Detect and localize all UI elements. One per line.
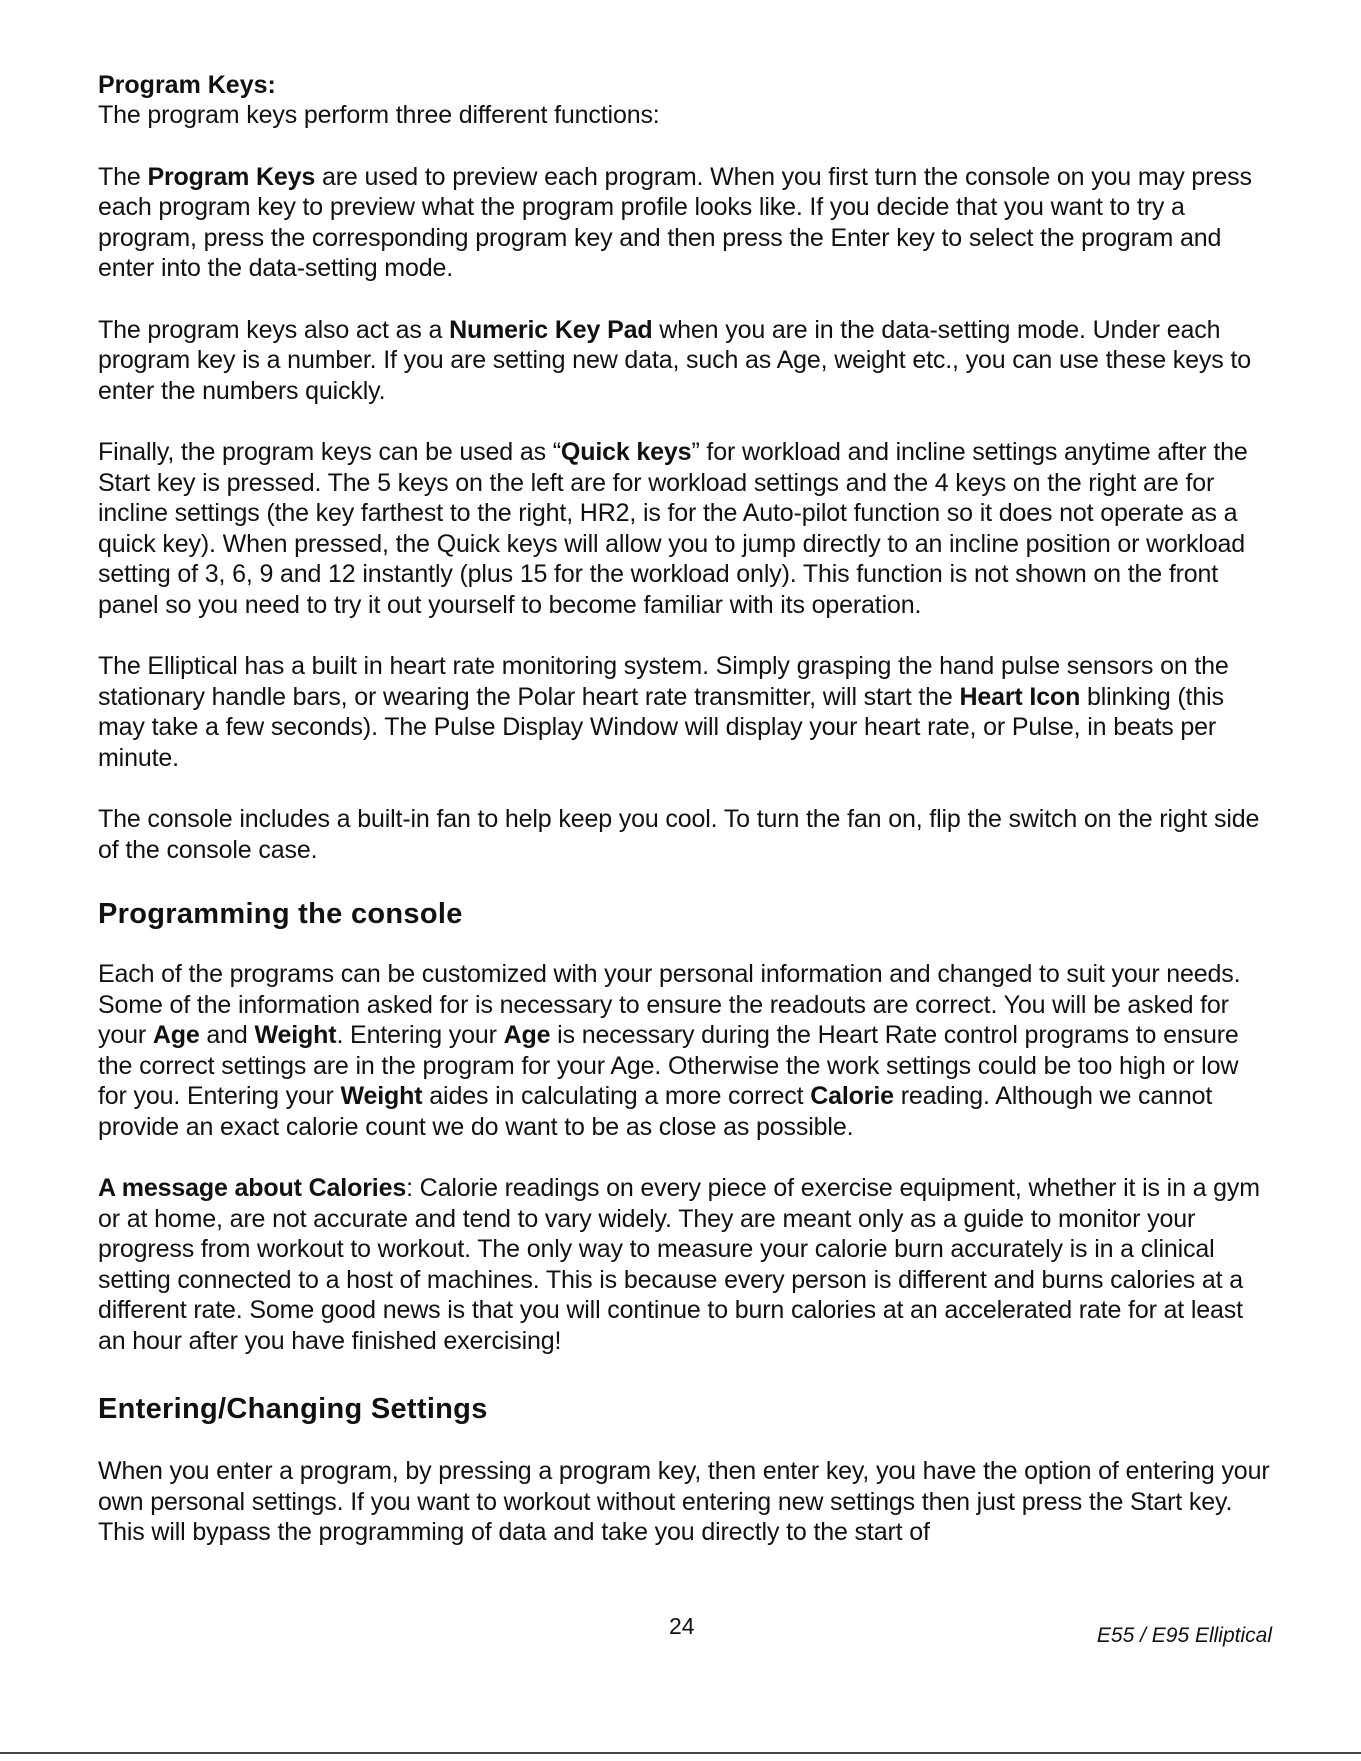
paragraph-text: blinking (this may take a few seconds). The Pulse Display Window will display your heart rate, or Pulse, in beats per minute.	[98, 682, 1224, 772]
paragraph-text: reading. Although we cannot provide an exact calorie count we do want to be as close as possible.	[98, 1082, 1213, 1141]
emphasis-numeric-key-pad: Numeric Key Pad	[449, 315, 653, 344]
paragraph-fan: The console includes a built-in fan to help keep you cool. To turn the fan on, flip the switch on the right side of the console case.	[98, 805, 1260, 864]
paragraph-text: Finally, the program keys can be used as “	[98, 438, 561, 466]
manual-page-content	[98, 70, 1270, 1548]
page-bottom-edge	[0, 1752, 1361, 1754]
programming-console-heading: Programming the console	[98, 898, 463, 930]
paragraph-text: Each of the programs can be customized with your personal information and changed to suit your needs. Some of the information asked for is necessary to ensure the readouts are correct. You will be asked for your	[98, 960, 1241, 1049]
footer-model-name: E55 / E95 Elliptical	[1096, 1624, 1272, 1647]
page-number: 24	[669, 1613, 695, 1639]
program-keys-intro: The program keys perform three different functions:	[98, 101, 660, 129]
emphasis-heart-icon: Heart Icon	[959, 682, 1081, 711]
paragraph-text: : Calorie readings on every piece of exercise equipment, whether it is in a gym or at home, are not accurate and tend to vary widely. They are meant only as a guide to monitor your progress from workout to workout. The only way to measure your calorie burn accurately is in a clinical setting connected to a host of machines. This is because every person is different and burns calories at a different rate. Some good news is that you will continue to burn calories at an accelerated rate for at least an hour after you have finished exercising!	[98, 1174, 1260, 1355]
emphasis-weight: Weight	[340, 1082, 423, 1110]
emphasis-age: Age	[503, 1021, 551, 1049]
paragraph-text: and	[199, 1021, 255, 1049]
paragraph-calories-message	[98, 1173, 1270, 1356]
paragraph-text: The Elliptical has a built in heart rate monitoring system. Simply grasping the hand pulse sensors on the stationary handle bars, or wearing the Polar heart rate transmitter, will start the	[98, 652, 1229, 711]
paragraph-customize-programs	[98, 959, 1270, 1142]
paragraph-text: are used to preview each program. When you first turn the console on you may press each program key to preview what the program profile looks like. If you decide that you want to try a program, press the corresponding program key and then press the Enter key to select the program and enter into the data-setting mode.	[98, 162, 1252, 282]
paragraph-preview-programs	[98, 162, 1270, 284]
emphasis-calorie: Calorie	[810, 1082, 894, 1110]
emphasis-quick-keys: Quick keys	[560, 438, 692, 466]
paragraph-text: is necessary during the Heart Rate control programs to ensure the correct settings are in the program for your Age. Otherwise the work settings could be too high or low for you. Entering your	[98, 1021, 1239, 1110]
program-keys-heading: Program Keys:	[98, 71, 276, 99]
paragraph-text: ” for workload and incline settings anytime after the Start key is pressed. The 5 keys on the left are for workload settings and the 4 keys on the right are for incline settings (the key farthest to the right, HR2, is for the Auto-pilot function so it does not operate as a quick key). When pressed, the Quick keys will allow you to jump directly to an incline position or workload setting of 3, 6, 9 and 12 instantly (plus 15 for the workload only). This function is not shown on the front panel so you need to try it out yourself to become familiar with its operation.	[98, 438, 1248, 619]
emphasis-program-keys: Program Keys	[147, 162, 316, 191]
entering-settings-heading: Entering/Changing Settings	[98, 1393, 488, 1425]
paragraph-text: . Entering your	[336, 1021, 504, 1049]
paragraph-numeric-keypad	[98, 315, 1270, 407]
paragraph-text: The program keys also act as a	[98, 315, 450, 344]
emphasis-message-about-calories: A message about Calories	[98, 1174, 407, 1202]
paragraph-heart-rate	[98, 651, 1270, 773]
paragraph-text: when you are in the data-setting mode. Under each program key is a number. If you are setting new data, such as Age, weight etc., you can use these keys to enter the numbers quickly.	[98, 315, 1251, 405]
emphasis-age: Age	[152, 1021, 200, 1049]
paragraph-entering-settings: When you enter a program, by pressing a program key, then enter key, you have the option of entering your own personal settings. If you want to workout without entering new settings then just press the Start key. This will bypass the programming of data and take you directly to the start of	[98, 1457, 1270, 1546]
paragraph-text: aides in calculating a more correct	[422, 1082, 811, 1110]
paragraph-quick-keys	[98, 437, 1270, 620]
paragraph-text: The	[98, 162, 148, 191]
emphasis-weight: Weight	[254, 1021, 337, 1049]
